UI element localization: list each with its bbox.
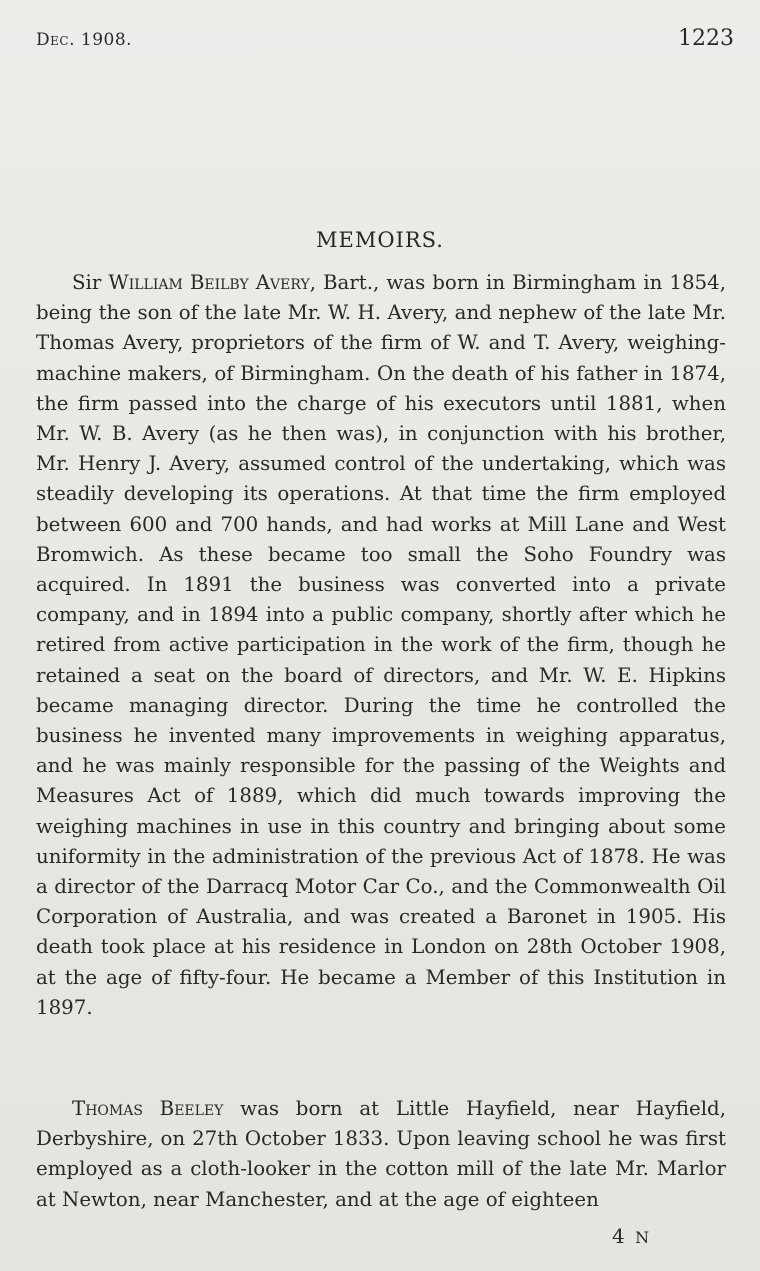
memoir-avery-name: William Beilby Avery xyxy=(108,271,310,294)
header-date: Dec. 1908. xyxy=(36,30,133,50)
signature-letter: N xyxy=(635,1228,652,1247)
section-title: MEMOIRS. xyxy=(316,228,444,252)
memoir-beeley-body: was born at Little Hayfield, near Hayfield, Derbyshire, on 27th October 1833. Upon leaving school he was first employed as a cloth-looker in the cotton mill of the late Mr. Marlor at Newton, near Manchester, and at the age of eighteen xyxy=(36,1097,726,1211)
signature-mark xyxy=(612,1224,651,1248)
memoir-beeley-name: Thomas Beeley xyxy=(72,1097,224,1120)
signature-number: 4 xyxy=(612,1224,627,1248)
page-number: 1223 xyxy=(678,26,734,51)
memoir-avery-title: Sir xyxy=(72,271,102,294)
memoir-avery-body: , Bart., was born in Birmingham in 1854, being the son of the late Mr. W. H. Avery, and nephew of the late Mr. Thomas Avery, proprietors of the firm of W. and T. Avery, weighing-machine makers, of Birmingham. On the death of his father in 1874, the firm passed into the charge of his executors until 1881, when Mr. W. B. Avery (as he then was), in conjunction with his brother, Mr. Henry J. Avery, assumed control of the undertaking, which was steadily developing its operations. At that time the firm employed between 600 and 700 hands, and had works at Mill Lane and West Bromwich. As these became too small the Soho Foundry was acquired. In 1891 the business was converted into a private company, and in 1894 into a public company, shortly after which he retired from active participation in the work of the firm, though he retained a seat on the board of directors, and Mr. W. E. Hipkins became managing director. During the time he controlled the business he invented many improvements in weighing apparatus, and he was mainly responsible for the passing of the Weights and Measures Act of 1889, which did much towards improving the weighing machines in use in this country and bringing about some uniformity in the administration of the previous Act of 1878. He was a director of the Darracq Motor Car Co., and the Commonwealth Oil Corporation of Australia, and was created a Baronet in 1905. His death took place at his residence in London on 28th October 1908, at the age of fifty-four. He became a Member of this Institution in 1897. xyxy=(36,271,726,1019)
memoir-beeley xyxy=(36,1094,726,1215)
memoir-avery xyxy=(36,268,726,1023)
running-head xyxy=(36,26,734,51)
